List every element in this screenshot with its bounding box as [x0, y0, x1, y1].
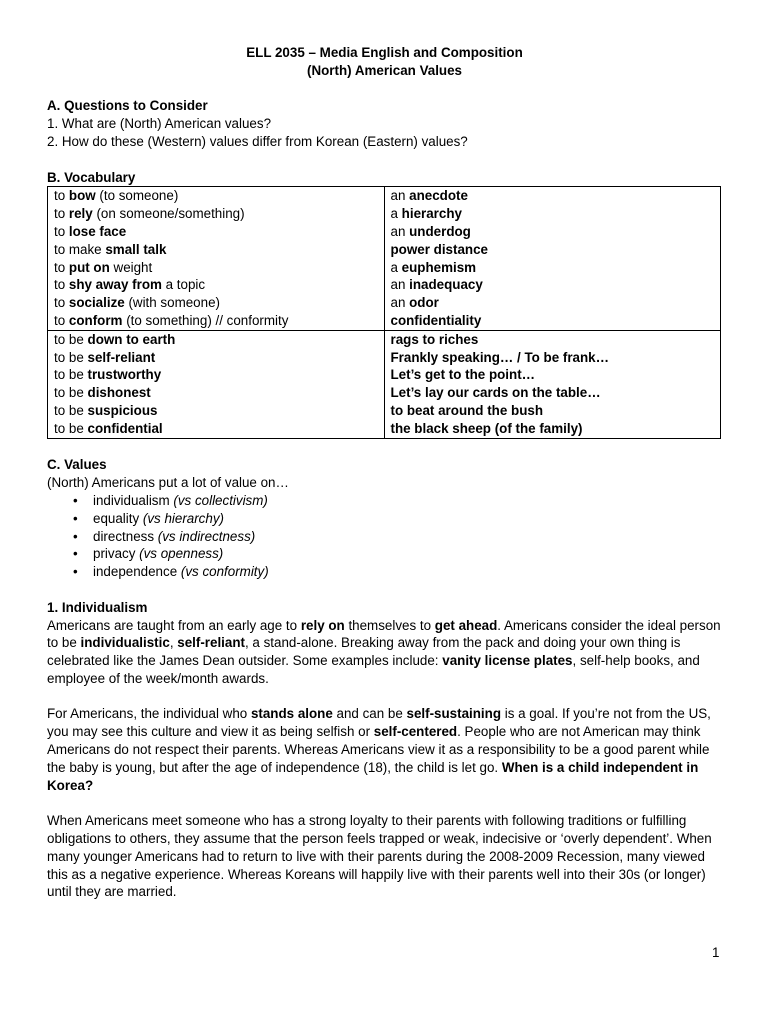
vocab-col-left	[48, 187, 385, 330]
vocab-term: Let’s lay our cards on the table…	[390, 385, 601, 401]
course-title: ELL 2035 – Media English and Composition	[246, 45, 523, 60]
vocab-term: to conform (to something) // conformity	[54, 312, 289, 328]
vocab-term: to be suspicious	[54, 402, 158, 418]
list-item: • directness (vs indirectness)	[93, 528, 722, 546]
vocab-term: Frankly speaking… / To be frank…	[390, 349, 610, 365]
list-item: • privacy (vs openness)	[93, 545, 722, 563]
vocab-term: rags to riches	[390, 331, 479, 347]
vocab-term: an inadequacy	[390, 277, 483, 293]
vocab-term: an underdog	[390, 223, 471, 239]
vocab-term: to socialize (with someone)	[54, 295, 220, 311]
vocabulary-table	[47, 186, 721, 438]
vocab-group-2	[48, 330, 721, 438]
list-item: • equality (vs hierarchy)	[93, 510, 722, 528]
vocab-col-left	[48, 330, 385, 438]
section-c-heading: C. Values	[47, 457, 107, 473]
list-item: • individualism (vs collectivism)	[93, 492, 722, 510]
vocab-term: a euphemism	[390, 259, 477, 275]
vocab-term: power distance	[390, 241, 488, 257]
question-2: 2. How do these (Western) values differ from Korean (Eastern) values?	[47, 133, 468, 149]
vocab-term: to bow (to someone)	[54, 188, 179, 204]
vocab-term: to be dishonest	[54, 385, 151, 401]
vocab-term: an anecdote	[390, 188, 468, 204]
vocab-term: to put on weight	[54, 259, 153, 275]
vocab-term: to be down to earth	[54, 331, 176, 347]
values-intro: (North) Americans put a lot of value on…	[47, 475, 289, 491]
vocab-term: to shy away from a topic	[54, 277, 206, 293]
question-1: 1. What are (North) American values?	[47, 116, 272, 132]
section-1-heading: 1. Individualism	[47, 599, 148, 615]
document-page	[47, 44, 722, 901]
paragraph: Americans are taught from an early age to rely on themselves to get ahead. Americans consider the ideal person to be individualistic, self-reliant, a stand-alone. Breaking away from the pack and doing your own thing is celebrated like the James Dean outsider. Some examples include: vanity license plates, self-help books, and employee of the week/month awards.	[47, 617, 721, 686]
topic-title: (North) American Values	[306, 62, 463, 78]
vocab-col-right	[384, 330, 721, 438]
section-b-heading: B. Vocabulary	[47, 169, 136, 185]
values-list	[47, 492, 722, 581]
paragraph: For Americans, the individual who stands alone and can be self-sustaining is a goal. If you’re not from the US, you may see this culture and view it as being selfish or self-centered. People who are not American may think Americans do not respect their parents. Whereas Americans view it as a responsibility to be a good parent while the baby is young, but after the age of independence (18), the child is let go. When is a child independent in Korea?	[47, 706, 711, 793]
vocab-term: an odor	[390, 295, 439, 311]
vocab-group-1	[48, 187, 721, 330]
vocab-term: to be self-reliant	[54, 349, 156, 365]
vocab-term: to be trustworthy	[54, 367, 162, 383]
vocab-term: confidentiality	[390, 312, 482, 328]
vocab-col-right	[384, 187, 721, 330]
vocab-term: to be confidential	[54, 420, 163, 436]
vocab-term: to rely (on someone/something)	[54, 206, 245, 222]
vocab-term: Let’s get to the point…	[390, 367, 536, 383]
vocab-term: to make small talk	[54, 241, 167, 257]
page-number: 1	[712, 945, 720, 960]
section-a-heading: A. Questions to Consider	[47, 98, 208, 114]
vocab-term: a hierarchy	[390, 206, 462, 222]
vocab-term: to lose face	[54, 223, 127, 239]
paragraph: When Americans meet someone who has a strong loyalty to their parents with following traditions or fulfilling obligations to others, they assume that the person feels trapped or weak, indecisive or ‘overly dependent’. When many younger Americans had to return to live with their parents during the 2008-2009 Recession, many viewed this as a negative experience. Whereas Koreans will happily live with their parents well into their 30s (or longer) until they are married.	[47, 813, 712, 900]
list-item: • independence (vs conformity)	[93, 563, 722, 581]
vocab-term: to beat around the bush	[390, 402, 544, 418]
vocab-term: the black sheep (of the family)	[390, 420, 583, 436]
